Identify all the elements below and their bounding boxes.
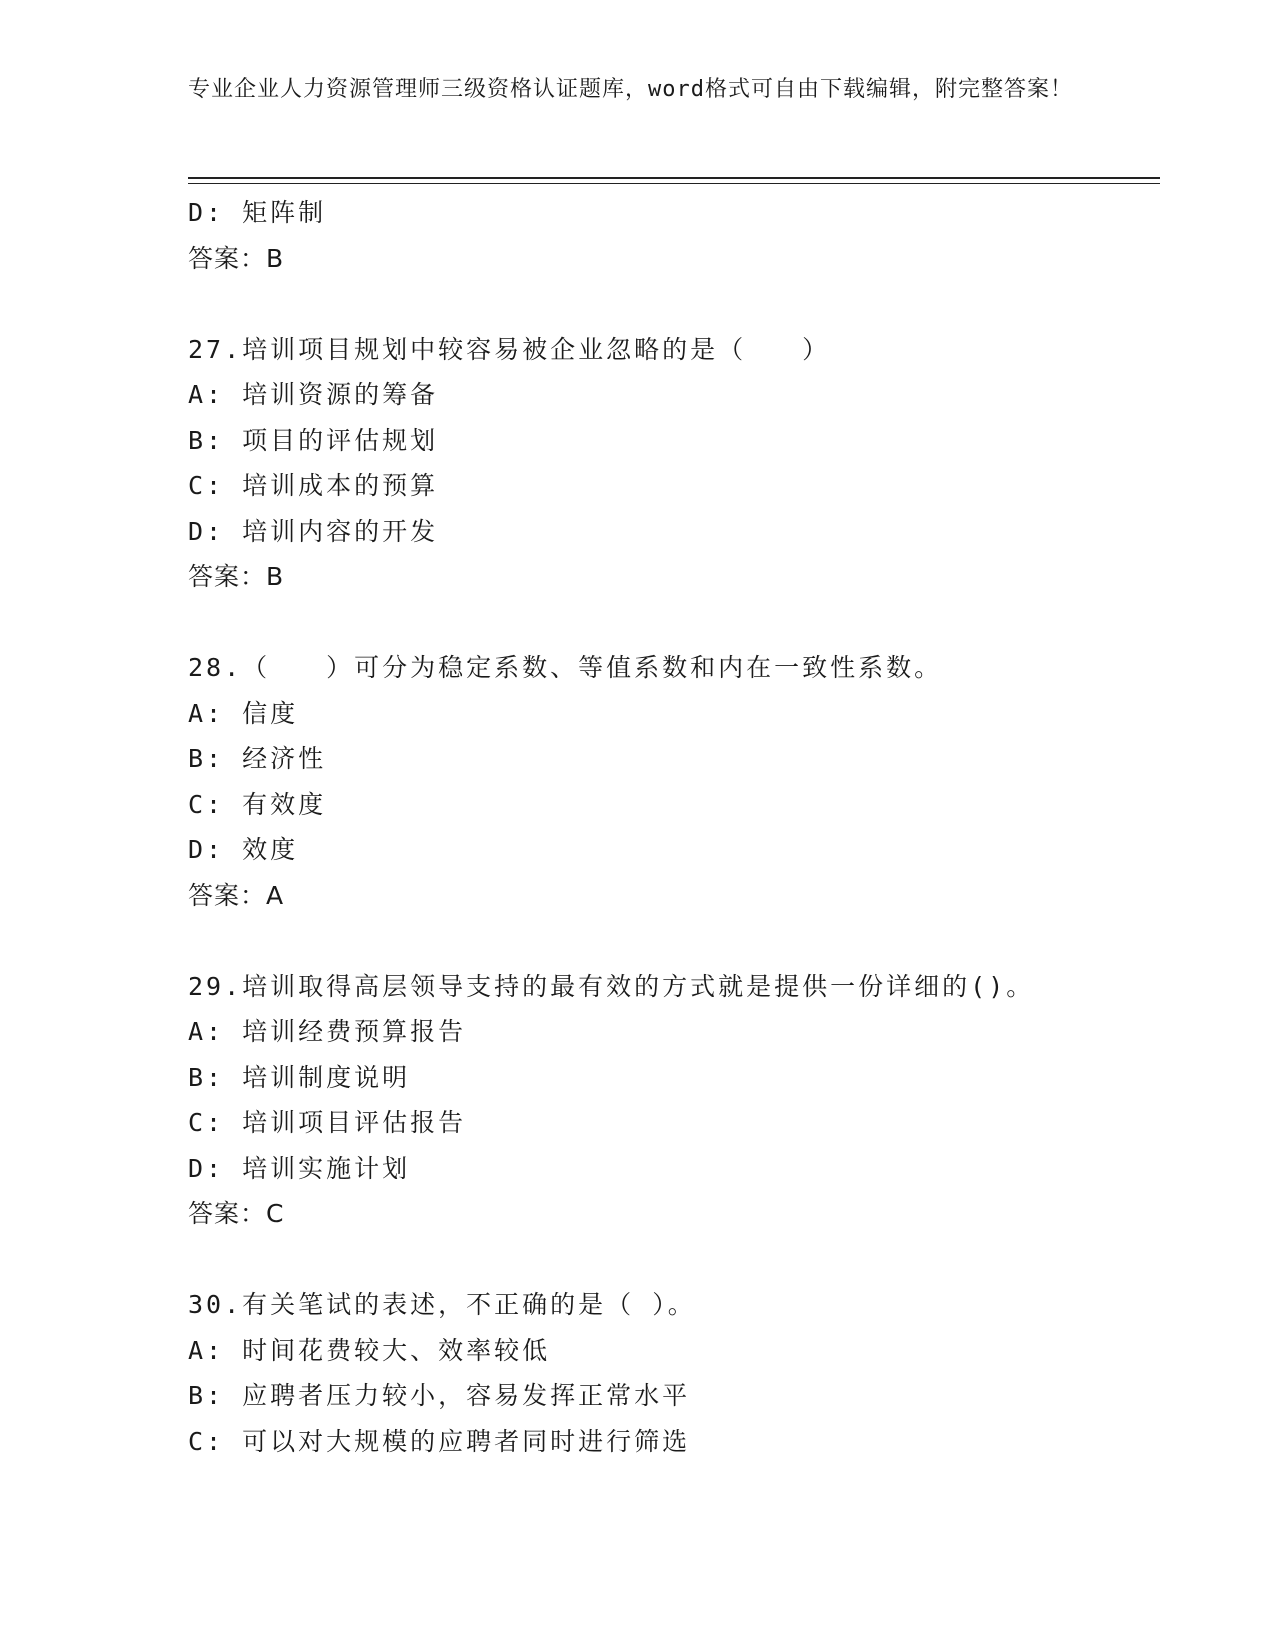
header-divider-thin [188, 183, 1160, 184]
option-c: C: 有效度 [188, 789, 327, 819]
answer-line: 答案：B [188, 243, 285, 273]
answer-line: 答案：A [188, 880, 285, 910]
answer-line: 答案：B [188, 562, 285, 591]
option-a: A: 时间花费较大、效率较低 [188, 1335, 551, 1365]
question-29 [188, 964, 1148, 1237]
question-list [188, 190, 1148, 1464]
question-stem: 28.（ ）可分为稳定系数、等值系数和内在一致性系数。 [188, 653, 943, 682]
option-c: C: 可以对大规模的应聘者同时进行筛选 [188, 1426, 691, 1456]
option-b: B: 培训制度说明 [188, 1062, 411, 1092]
option-d: D: 矩阵制 [188, 198, 327, 227]
option-b: B: 经济性 [188, 744, 327, 773]
option-d: D: 效度 [188, 835, 299, 864]
option-d: D: 培训实施计划 [188, 1153, 411, 1183]
option-c: C: 培训成本的预算 [188, 471, 439, 500]
option-a: A: 培训经费预算报告 [188, 1017, 467, 1046]
question-stem: 30.有关笔试的表述，不正确的是（ ）。 [188, 1290, 696, 1319]
option-c: C: 培训项目评估报告 [188, 1108, 467, 1137]
document-header: 专业企业人力资源管理师三级资格认证题库，word格式可自由下载编辑，附完整答案！ [188, 77, 1073, 102]
question-27 [188, 327, 1148, 600]
option-b: B: 项目的评估规划 [188, 425, 439, 455]
header-divider-thick [188, 177, 1160, 179]
option-b: B: 应聘者压力较小，容易发挥正常水平 [188, 1381, 691, 1410]
option-a: A: 培训资源的筹备 [188, 380, 439, 409]
question-stem: 29.培训取得高层领导支持的最有效的方式就是提供一份详细的()。 [188, 971, 1035, 1001]
answer-line: 答案：C [188, 1199, 285, 1228]
question-28 [188, 645, 1148, 918]
question-stem: 27.培训项目规划中较容易被企业忽略的是（ ） [188, 334, 831, 364]
option-d: D: 培训内容的开发 [188, 516, 439, 546]
question-30 [188, 1282, 1148, 1464]
option-a: A: 信度 [188, 698, 299, 728]
